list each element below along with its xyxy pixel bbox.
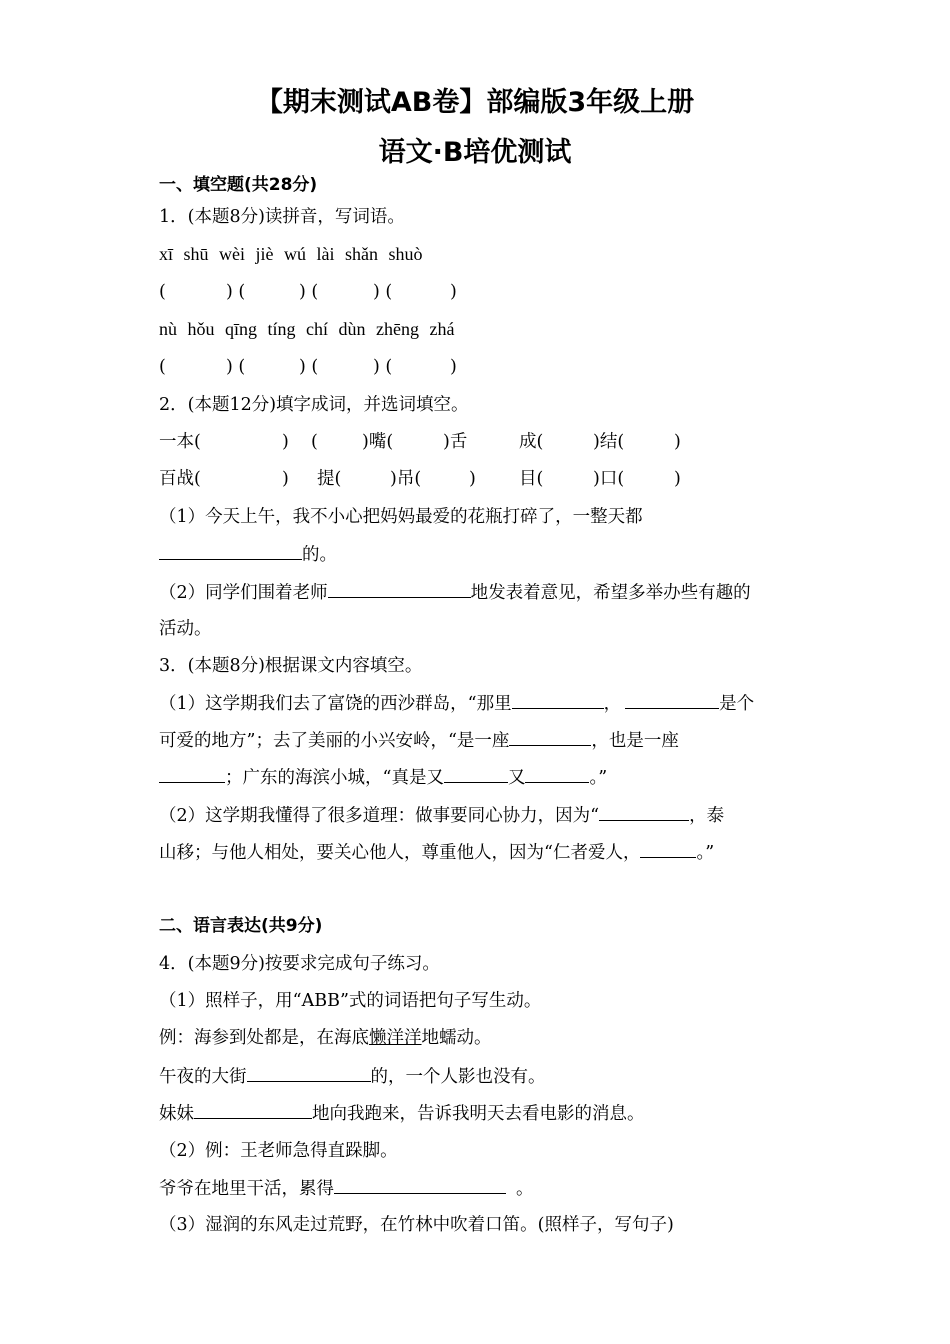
q1-stem: 1．(本题8分)读拼音，写词语。 — [159, 207, 405, 227]
answer-blank[interactable] — [509, 728, 591, 746]
q2-stem: 2．(本题12分)填字成词，并选词填空。 — [159, 395, 469, 415]
word-part: 提( — [317, 469, 342, 489]
answer-blank[interactable] — [328, 580, 471, 598]
bracket: ( — [159, 282, 166, 302]
q4-line3: 爷爷在地里干活，累得 。 — [159, 1176, 534, 1201]
bracket: ( — [159, 357, 166, 377]
word-part: ) — [282, 432, 289, 452]
bracket: ) ( — [226, 282, 246, 302]
word-part: )吊( — [390, 469, 422, 489]
q2-sentence2-line2: 活动。 — [159, 619, 212, 639]
word-part: )结( — [593, 432, 625, 452]
q3-s1-line1: （1）这学期我们去了富饶的西沙群岛，“那里 ， 是个 — [159, 691, 754, 716]
q2-sentence1-line2: 的。 — [159, 542, 337, 567]
q1-answer-row1 — [159, 280, 479, 304]
answer-blank[interactable] — [159, 542, 302, 560]
word-part: 成( — [519, 432, 544, 452]
answer-blank[interactable] — [444, 765, 508, 783]
bracket: ) — [450, 282, 457, 302]
q4-example1: 例：海参到处都是，在海底懒洋洋地蠕动。 — [159, 1028, 492, 1048]
exam-subtitle: 语文·B培优测试 — [378, 137, 572, 168]
word-part: 目( — [519, 469, 544, 489]
q3-s2-line2: 山移；与他人相处，要关心他人，尊重他人，因为“仁者爱人， 。” — [159, 840, 714, 865]
q1-answer-row2 — [159, 355, 479, 379]
q2-sentence2-line1: （2）同学们围着老师 地发表着意见，希望多举办些有趣的 — [159, 580, 751, 605]
q4-part2-example: （2）例：王老师急得直跺脚。 — [159, 1141, 398, 1161]
q4-part1-instruction: （1）照样子，用“ABB”式的词语把句子写生动。 — [159, 991, 542, 1011]
q2-sentence1-line1: （1）今天上午，我不小心把妈妈最爱的花瓶打碎了，一整天都 — [159, 507, 643, 527]
bracket: ) — [450, 357, 457, 377]
word-part: )口( — [593, 469, 625, 489]
word-part: 百战( — [159, 469, 201, 489]
answer-blank[interactable] — [334, 1176, 506, 1194]
bracket: ) ( — [299, 282, 319, 302]
answer-blank[interactable] — [159, 765, 225, 783]
word-part: ( — [311, 432, 318, 452]
word-part: )嘴( — [362, 432, 394, 452]
answer-blank[interactable] — [525, 765, 589, 783]
q3-s1-line3: ；广东的海滨小城，“真是又 又 。” — [159, 765, 607, 790]
answer-blank[interactable] — [625, 691, 719, 709]
bracket: ) ( — [299, 357, 319, 377]
exam-title: 【期末测试AB卷】部编版3年级上册 — [255, 87, 695, 118]
answer-blank[interactable] — [512, 691, 604, 709]
bracket: ) ( — [226, 357, 246, 377]
answer-blank[interactable] — [599, 803, 689, 821]
word-part: ) — [674, 469, 681, 489]
q4-part3-instruction: （3）湿润的东风走过荒野，在竹林中吹着口笛。(照样子，写句子) — [159, 1215, 674, 1235]
bracket: ) ( — [373, 282, 393, 302]
q4-stem: 4．(本题9分)按要求完成句子练习。 — [159, 954, 440, 974]
q3-s1-line2: 可爱的地方”；去了美丽的小兴安岭，“是一座 ，也是一座 — [159, 728, 679, 753]
q1-pinyin-row2: nù hǒu qīng tíng chí dùn zhēng zhá — [159, 319, 455, 339]
word-part: ) — [469, 469, 476, 489]
word-part: ) — [674, 432, 681, 452]
example-word: 懒洋洋 — [369, 1028, 422, 1048]
q4-line2: 妹妹 地向我跑来，告诉我明天去看电影的消息。 — [159, 1101, 645, 1126]
bracket: ) ( — [373, 357, 393, 377]
q3-stem: 3．(本题8分)根据课文内容填空。 — [159, 656, 423, 676]
word-part: )舌 — [443, 432, 468, 452]
q4-line1: 午夜的大街 的，一个人影也没有。 — [159, 1064, 546, 1089]
word-part: 一本( — [159, 432, 201, 452]
answer-blank[interactable] — [194, 1101, 312, 1119]
word-part: ) — [282, 469, 289, 489]
section2-heading: 二、语言表达(共9分) — [159, 916, 323, 936]
q2-word-row2 — [159, 467, 699, 491]
q2-word-row1 — [159, 430, 699, 454]
q1-pinyin-row1: xī shū wèi jiè wú lài shǎn shuò — [159, 244, 423, 264]
answer-blank[interactable] — [640, 840, 696, 858]
answer-blank[interactable] — [247, 1064, 371, 1082]
section1-heading: 一、填空题(共28分) — [159, 175, 318, 195]
q3-s2-line1: （2）这学期我懂得了很多道理：做事要同心协力，因为“ ，泰 — [159, 803, 724, 828]
